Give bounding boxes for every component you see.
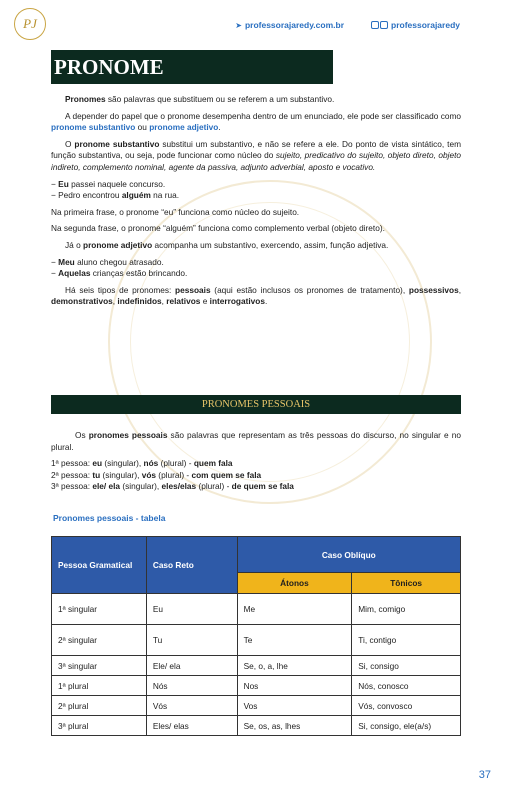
page-number: 37 <box>478 769 491 781</box>
table-cell: Vós <box>146 696 237 716</box>
link-pronome-substantivo[interactable]: pronome substantivo <box>51 122 136 133</box>
section-text <box>51 430 461 493</box>
table-row <box>52 656 461 676</box>
table-cell: Nós, conosco <box>352 676 461 696</box>
table-title: Pronomes pessoais - tabela <box>53 513 166 523</box>
header-caso-obliquo: Caso Oblíquo <box>237 537 460 573</box>
website-link[interactable] <box>235 20 344 30</box>
header-caso-reto: Caso Reto <box>146 537 237 594</box>
table-cell: Si, consigo <box>352 656 461 676</box>
table-cell: Ele/ ela <box>146 656 237 676</box>
table-row <box>52 625 461 656</box>
paragraph: Já o pronome adjetivo acompanha um substantivo, exercendo, assim, função adjetiva. <box>65 239 389 250</box>
section-heading <box>51 395 461 414</box>
person-line: 1ª pessoa: eu (singular), nós (plural) - quem fala <box>51 458 233 469</box>
pronouns-table <box>51 536 461 736</box>
paragraph: Pronomes são palavras que substituem ou se referem a um substantivo. <box>65 94 335 104</box>
table-row <box>52 594 461 625</box>
table-cell: Eles/ elas <box>146 716 237 736</box>
logo-text: PJ <box>23 16 37 31</box>
intro-text <box>51 94 461 313</box>
logo <box>14 8 46 40</box>
send-icon: ➤ <box>235 20 242 30</box>
table-cell: Se, os, as, lhes <box>237 716 352 736</box>
table-row <box>52 716 461 736</box>
paragraph: Na primeira frase, o pronome “eu” funciona como núcleo do sujeito. <box>51 206 300 217</box>
table-cell: Si, consigo, ele(a/s) <box>352 716 461 736</box>
section-title: PRONOMES PESSOAIS <box>201 399 311 410</box>
social-icons <box>371 21 388 29</box>
paragraph: O pronome substantivo substitui um substantivo, e não se refere a ele. Do ponto de vista sintático, tem função substantiva, ou seja, pode funcionar como núcleo do sujeito, predicativo do sujeito, objeto direto, objeto indireto, complemento nominal, agente da passiva, adjunto adverbial, aposto e vocativo. <box>51 138 462 172</box>
link-pronome-adjetivo[interactable]: pronome adjetivo <box>149 122 219 133</box>
table-cell: 3ª plural <box>52 716 147 736</box>
table-cell: Nos <box>237 676 352 696</box>
person-line: 3ª pessoa: ele/ ela (singular), eles/elas (plural) - de quem se fala <box>51 481 294 492</box>
header-pessoa: Pessoa Gramatical <box>52 537 147 594</box>
table-cell: Se, o, a, lhe <box>237 656 352 676</box>
table-cell: Tu <box>146 625 237 656</box>
example-line: − Meu aluno chegou atrasado. <box>51 256 164 267</box>
header-tonicos: Tônicos <box>352 573 461 594</box>
title-bar <box>51 50 333 84</box>
table-cell: Mim, comigo <box>352 594 461 625</box>
website-text: professorajaredy.com.br <box>244 20 344 30</box>
instagram-text: professorajaredy <box>391 20 460 30</box>
table-cell: Eu <box>146 594 237 625</box>
table-cell: 1ª singular <box>52 594 147 625</box>
table-cell: 2ª singular <box>52 625 147 656</box>
table-row <box>52 676 461 696</box>
table-cell: Te <box>237 625 352 656</box>
paragraph: Na segunda frase, o pronome “alguém” funciona como complemento verbal (objeto direto). <box>51 223 385 234</box>
person-line: 2ª pessoa: tu (singular), vós (plural) - com quem se fala <box>51 469 262 480</box>
table-row <box>52 696 461 716</box>
instagram-link[interactable] <box>371 20 460 30</box>
table-cell: Vos <box>237 696 352 716</box>
header-atonos: Átonos <box>237 573 352 594</box>
paragraph: Há seis tipos de pronomes: pessoais (aqui estão inclusos os pronomes de tratamento), possessivos, demonstrativos, indefinidos, relativos e interrogativos. <box>51 284 461 307</box>
table-cell: 2ª plural <box>52 696 147 716</box>
paragraph: A depender do papel que o pronome desempenha dentro de um enunciado, ele pode ser classificado como pronome substantivo ou pronome adjetivo. <box>51 110 461 133</box>
example-line: − Eu passei naquele concurso. <box>51 178 166 189</box>
table-cell: Vós, convosco <box>352 696 461 716</box>
table-cell: Nós <box>146 676 237 696</box>
table-cell: 1ª plural <box>52 676 147 696</box>
table-cell: Ti, contigo <box>352 625 461 656</box>
paragraph: Os pronomes pessoais são palavras que representam as três pessoas do discurso, no singular e no plural. <box>51 430 461 452</box>
page-title: PRONOME <box>54 55 164 79</box>
table-cell: 3ª singular <box>52 656 147 676</box>
example-line: − Pedro encontrou alguém na rua. <box>51 190 180 201</box>
table-cell: Me <box>237 594 352 625</box>
example-line: − Aquelas crianças estão brincando. <box>51 268 188 279</box>
